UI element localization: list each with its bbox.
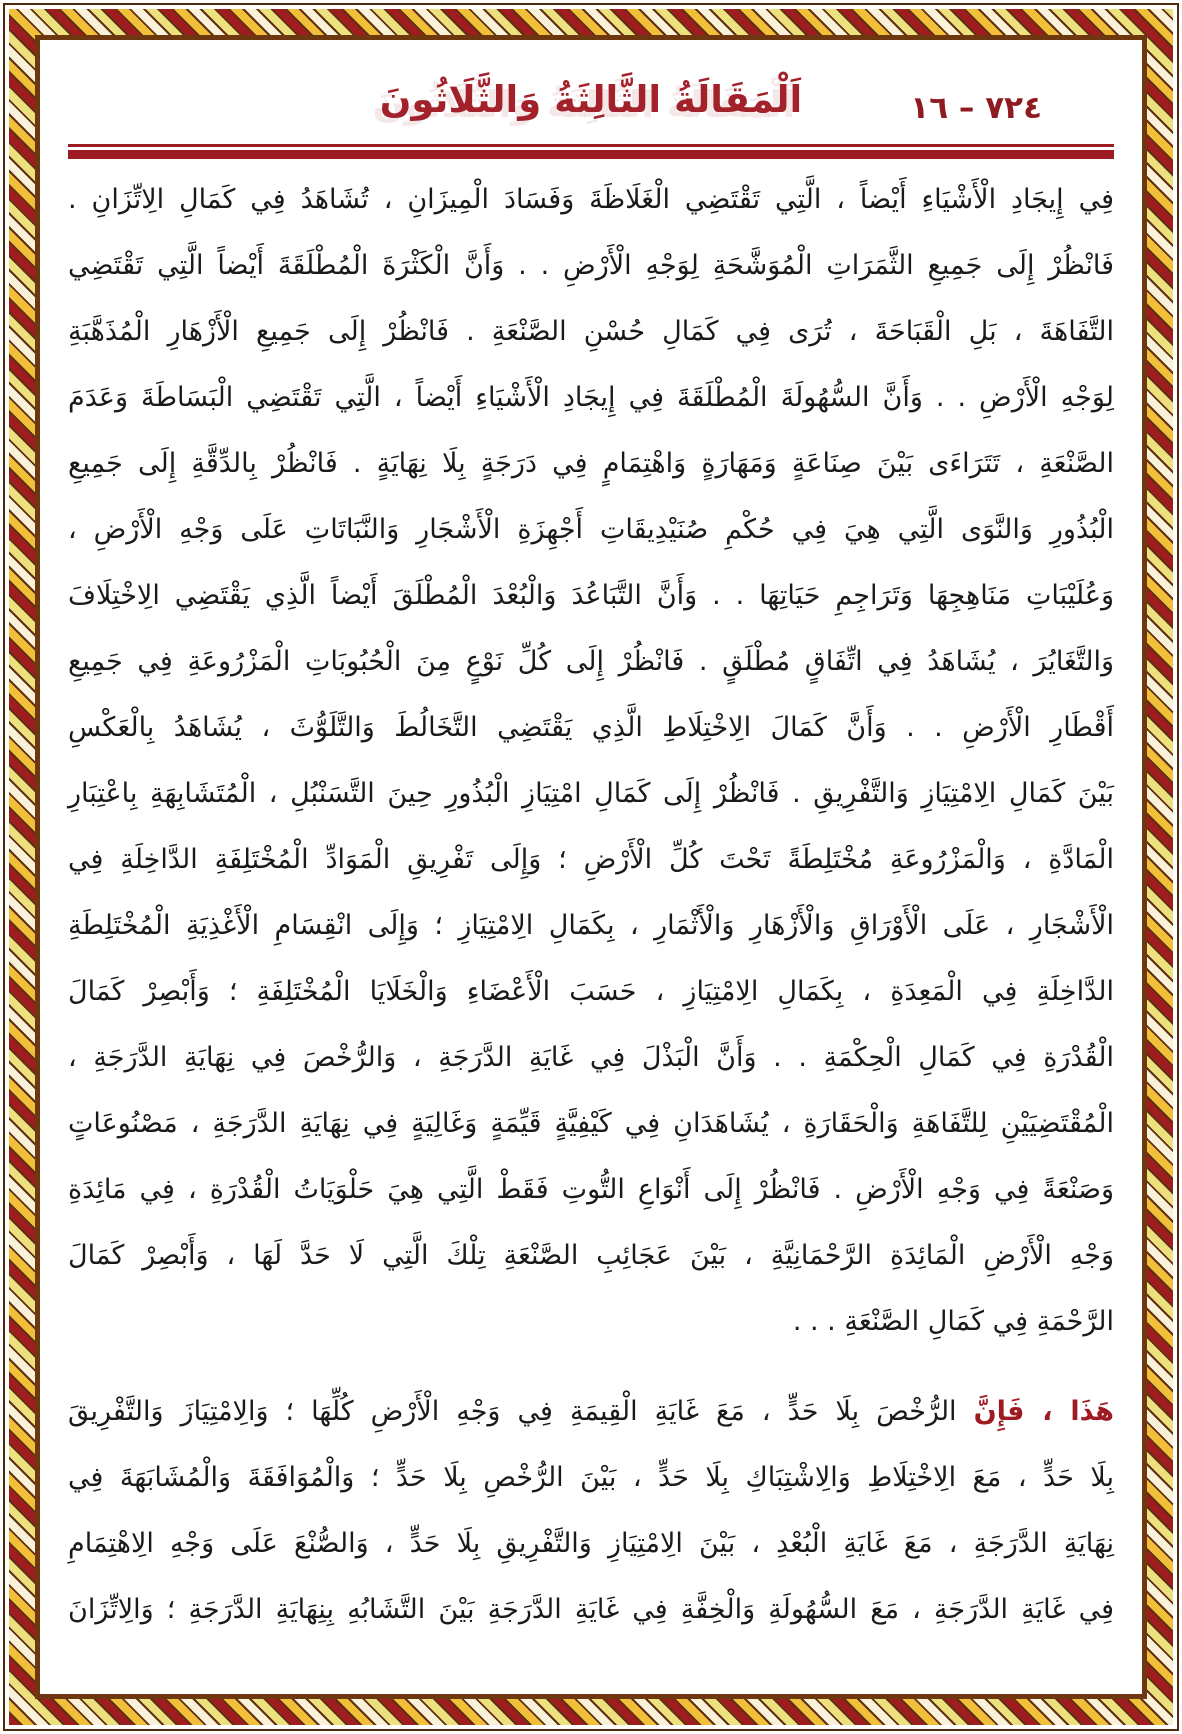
text-line-rest: الرُّخْصَ بِلَا حَدٍّ ، مَعَ غَايَةِ الْقِيمَةِ فِي وَجْهِ الْأَرْضِ كُلِّهَا ؛ وَالِامْتِيَازَ وَالتَّفْرِيقَ	[68, 1396, 974, 1427]
page-header	[52, 52, 1130, 144]
text-line: الرَّحْمَةِ فِي كَمَالِ الصَّنْعَةِ . . .	[792, 1306, 1114, 1337]
paragraph-2	[68, 1379, 1114, 1643]
text-line: الصَّنْعَةِ ، تَتَرَاءَى بَيْنَ صِنَاعَةٍ وَمَهَارَةٍ وَاهْتِمَامٍ فِي دَرَجَةٍ بِلَا نِهَايَةٍ . فَانْظُرْ بِالدِّقَّةِ إِلَى جَمِيعِ	[68, 448, 1114, 479]
text-line: الْمُقْتَضِيَيْنِ لِلتَّفَاهَةِ وَالْحَقَارَةِ ، يُشَاهَدَانِ فِي كَيْفِيَّةٍ قَيِّمَةٍ وَغَالِيَةٍ فِي نِهَايَةِ الدَّرَجَةِ ، مَصْنُوعَاتٍ	[68, 1108, 1114, 1139]
paragraph-1	[68, 167, 1114, 1355]
text-line: وَالتَّغَايُرَ ، يُشَاهَدُ فِي اتِّفَاقٍ مُطْلَقٍ . فَانْظُرْ إِلَى كُلِّ نَوْعٍ مِنَ الْحُبُوبَاتِ الْمَزْرُوعَةِ فِي جَمِيعِ	[68, 646, 1114, 677]
text-line: نِهَايَةِ الدَّرَجَةِ ، مَعَ غَايَةِ الْبُعْدِ ، بَيْنَ الِامْتِيَازِ وَالتَّفْرِيقِ بِلَا حَدٍّ ، وَالصُّنْعَ عَلَى وَجْهِ الِاهْتِمَامِ	[68, 1528, 1114, 1559]
text-line: بَيْنَ كَمَالِ الِامْتِيَازِ وَالتَّفْرِيقِ . فَانْظُرْ إِلَى كَمَالِ امْتِيَازِ الْبُذُورِ حِينَ التَّسَنْبُلِ ، الْمُتَشَابِهَةِ بِاعْتِبَارِ	[68, 778, 1114, 809]
text-line	[68, 1379, 1114, 1445]
text-line: الْمَادَّةِ ، وَالْمَزْرُوعَةِ مُخْتَلِطَةً تَحْتَ كُلِّ الْأَرْضِ ؛ وَإِلَى تَفْرِيقِ الْمَوَادِّ الْمُخْتَلِفَةِ الدَّاخِلَةِ فِي	[68, 844, 1114, 875]
page-content	[52, 52, 1130, 1682]
text-line: وَصَنْعَةً فِي وَجْهِ الْأَرْضِ . فَانْظُرْ إِلَى أَنْوَاعِ التُّوتِ فَقَطْ الَّتِي هِيَ حَلْوَيَاتُ الْقُدْرَةِ ، فِي مَائِدَةِ	[68, 1174, 1114, 1205]
text-line: التَّفَاهَةَ ، بَلِ الْقَبَاحَةَ ، تُرَى فِي كَمَالِ حُسْنِ الصَّنْعَةِ . فَانْظُرْ إِلَى جَمِيعِ الْأَزْهَارِ الْمُذَهَّبَةِ	[68, 316, 1114, 347]
text-line: الْقُدْرَةِ فِي كَمَالِ الْحِكْمَةِ . . وَأَنَّ الْبَذْلَ فِي غَايَةِ الدَّرَجَةِ ، وَالرُّخْصَ فِي نِهَايَةِ الدَّرَجَةِ ،	[68, 1042, 1114, 1073]
text-line: الدَّاخِلَةِ فِي الْمَعِدَةِ ، بِكَمَالِ الِامْتِيَازِ ، حَسَبَ الْأَعْضَاءِ وَالْخَلَايَا الْمُخْتَلِفَةِ ؛ وَأَبْصِرْ كَمَالَ	[68, 976, 1114, 1007]
body-text	[68, 167, 1114, 1643]
text-line: فِي غَايَةِ الدَّرَجَةِ ، مَعَ السُّهُولَةِ وَالْخِفَّةِ فِي غَايَةِ الدَّرَجَةِ بَيْنَ التَّشَابُهِ بِنِهَايَةِ الدَّرَجَةِ ؛ وَالِاتِّزَانَ	[68, 1594, 1114, 1625]
text-line: أَقْطَارِ الْأَرْضِ . . وَأَنَّ كَمَالَ الِاخْتِلَاطِ الَّذِي يَقْتَضِي التَّخَالُطَ وَالتَّلَوُّثَ ، يُشَاهَدُ بِالْعَكْسِ	[68, 712, 1114, 743]
page-number: ٧٢٤ – ١٦	[910, 90, 1042, 126]
text-line: وَعُلَيْبَاتِ مَنَاهِجِهَا وَتَرَاجِمِ حَيَاتِهَا . . وَأَنَّ التَّبَاعُدَ وَالْبُعْدَ الْمُطْلَقَ أَيْضاً الَّذِي يَقْتَضِي الِاخْتِلَافَ	[68, 580, 1114, 611]
page-title: اَلْمَقَالَةُ الثَّالِثَةُ وَالثَّلَاثُونَ	[379, 78, 803, 121]
text-line: فِي إِيجَادِ الْأَشْيَاءِ أَيْضاً ، الَّتِي تَقْتَضِي الْغَلَاظَةَ وَفَسَادَ الْمِيزَانِ ، تُشَاهَدُ فِي كَمَالِ الِاتِّزَانِ .	[68, 184, 1114, 215]
text-line: لِوَجْهِ الْأَرْضِ . . وَأَنَّ السُّهُولَةَ الْمُطْلَقَةَ فِي إِيجَادِ الْأَشْيَاءِ أَيْضاً ، الَّتِي تَقْتَضِي الْبَسَاطَةَ وَعَدَمَ	[68, 382, 1114, 413]
red-lead-in: هَذَا ، فَإِنَّ	[973, 1396, 1114, 1427]
text-line: وَجْهِ الْأَرْضِ الْمَائِدَةِ الرَّحْمَانِيَّةِ ، بَيْنَ عَجَائِبِ الصَّنْعَةِ تِلْكَ الَّتِي لَا حَدَّ لَهَا ، وَأَبْصِرْ كَمَالَ	[68, 1240, 1114, 1271]
text-line: بِلَا حَدٍّ ، مَعَ الِاخْتِلَاطِ وَالِاشْتِبَاكِ بِلَا حَدٍّ ، بَيْنَ الرُّخْصِ بِلَا حَدٍّ ؛ وَالْمُوَافَقَةَ وَالْمُشَابَهَةَ فِي	[68, 1462, 1114, 1493]
text-line: فَانْظُرْ إِلَى جَمِيعِ الثَّمَرَاتِ الْمُوَشَّحَةِ لِوَجْهِ الْأَرْضِ . . وَأَنَّ الْكَثْرَةَ الْمُطْلَقَةَ أَيْضاً الَّتِي تَقْتَضِي	[68, 250, 1114, 281]
divider-thin-line	[68, 144, 1114, 147]
title-divider	[68, 144, 1114, 159]
text-line: الْبُذُورِ وَالنَّوَى الَّتِي هِيَ فِي حُكْمِ صُنَيْدِيقَاتِ أَجْهِزَةِ الْأَشْجَارِ وَالنَّبَاتَاتِ عَلَى وَجْهِ الْأَرْضِ ،	[68, 514, 1114, 545]
divider-thick-line	[68, 150, 1114, 159]
text-line: الْأَشْجَارِ ، عَلَى الْأَوْرَاقِ وَالْأَزْهَارِ وَالْأَثْمَارِ ، بِكَمَالِ الِامْتِيَازِ ؛ وَإِلَى انْقِسَامِ الْأَغْذِيَةِ الْمُخْتَلِطَةِ	[68, 910, 1114, 941]
